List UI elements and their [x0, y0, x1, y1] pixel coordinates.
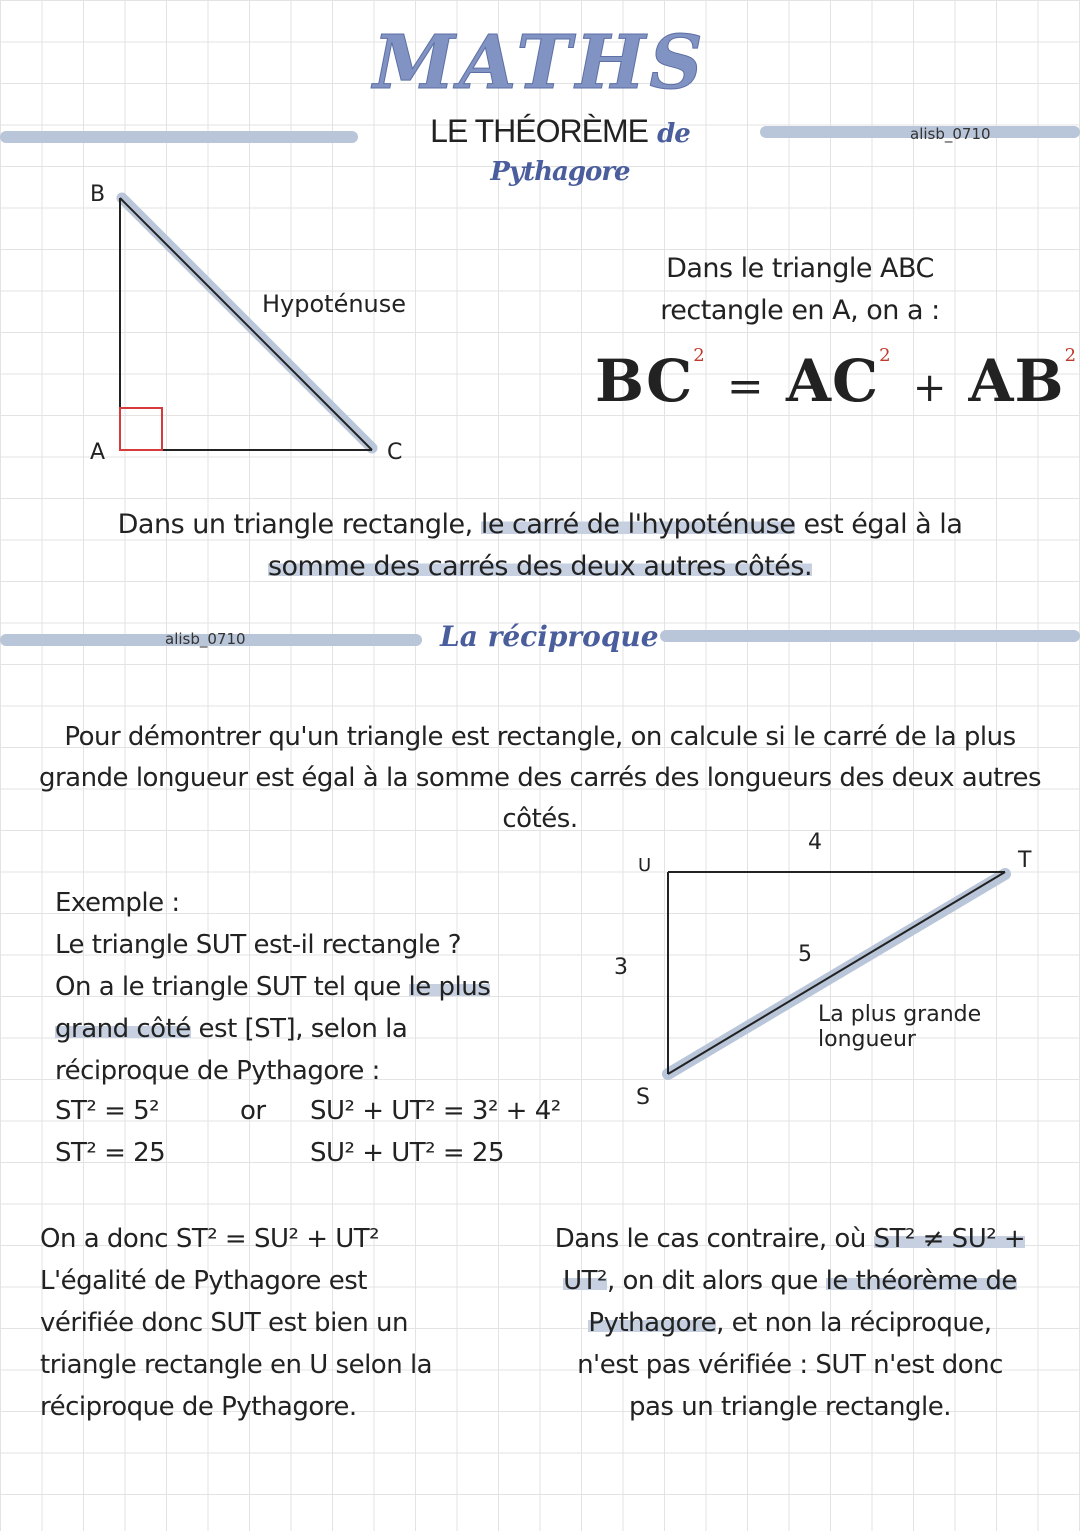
example-4a: grand côté [55, 1014, 191, 1044]
conclusion-left-3: vérifiée donc SUT est bien un [40, 1308, 408, 1338]
conclusion-left-1: On a donc ST² = SU² + UT² [40, 1224, 380, 1254]
subtitle [360, 112, 760, 188]
example-3a: On a le triangle SUT tel que [55, 972, 409, 1002]
label-ut-length: 4 [808, 830, 822, 855]
header-bar-left [0, 131, 358, 143]
section-bar-right [660, 630, 1080, 642]
definition-1b: le carré de l'hypoténuse [480, 509, 796, 540]
conclusion-right-2 [540, 1260, 1040, 1302]
definition-line-2 [0, 546, 1080, 588]
author-tag-section: alisb_0710 [165, 630, 246, 648]
conclusion-left-4: triangle rectangle en U selon la [40, 1350, 433, 1380]
page-title: MATHS [373, 20, 707, 106]
example-line-2: Le triangle SUT est-il rectangle ? [55, 930, 462, 960]
statement-line-1: Dans le triangle ABC [666, 253, 934, 284]
calc-right-1: SU² + UT² = 3² + 4² [310, 1096, 561, 1126]
label-c: C [387, 440, 403, 465]
example-4b: est [ST], selon la [190, 1014, 408, 1044]
triangle-abc-figure [80, 180, 420, 480]
conclusion-right-5: pas un triangle rectangle. [629, 1392, 951, 1422]
conclusion-right-3a: Pythagore [588, 1308, 717, 1338]
conclusion-right-1a: Dans le cas contraire, où [554, 1224, 874, 1254]
conclusion-right-2b: , on dit alors que [606, 1266, 826, 1296]
conclusion-right-3 [540, 1302, 1040, 1344]
calc-or: or [240, 1096, 266, 1126]
calc-left-1: ST² = 5² [55, 1096, 160, 1126]
conclusion-right-1 [540, 1218, 1040, 1260]
example-line-5: réciproque de Pythagore : [55, 1056, 380, 1086]
label-hypotenuse: Hypoténuse [262, 290, 407, 318]
conclusion-left-5: réciproque de Pythagore. [40, 1392, 357, 1422]
label-b: B [90, 182, 106, 207]
subtitle-prefix: LE THÉORÈME [430, 113, 648, 149]
label-longest-side: La plus grande longueur [818, 1002, 982, 1052]
conclusion-right-1b: ST² ≠ SU² + [873, 1224, 1026, 1254]
author-tag-top: alisb_0710 [910, 125, 991, 143]
conclusion-left-2: L'égalité de Pythagore est [40, 1266, 367, 1296]
statement-line-2: rectangle en A, on a : [660, 295, 940, 326]
formula-sq-1: 2 [693, 345, 706, 366]
formula-plus: + [912, 365, 948, 411]
formula-sq-2: 2 [879, 345, 892, 366]
label-t: T [1018, 848, 1032, 873]
hyp-highlight [122, 198, 372, 448]
example-line-1: Exemple : [55, 888, 180, 918]
calc-right-2: SU² + UT² = 25 [310, 1138, 505, 1168]
formula-bc: BC [595, 347, 694, 415]
label-us-length: 3 [614, 955, 628, 980]
side-bc [120, 198, 372, 450]
pythagoras-formula [595, 345, 1077, 415]
label-st-length: 5 [798, 942, 812, 967]
reciprocal-intro-2: grande longueur est égal à la somme des carrés des longueurs des deux autres [38, 763, 1042, 793]
conclusion-left [40, 1218, 432, 1428]
definition-1a: Dans un triangle rectangle, [117, 509, 481, 540]
label-u: U [638, 855, 652, 876]
conclusion-right [540, 1218, 1040, 1428]
conclusion-right-3b: , et non la réciproque, [716, 1308, 992, 1338]
reciprocal-intro-3: côtés. [502, 804, 578, 834]
calc-left-2: ST² = 25 [55, 1138, 166, 1168]
formula-ac: AC [786, 347, 880, 415]
label-a: A [90, 440, 106, 465]
example-3b: le plus [408, 972, 491, 1002]
right-angle-marker [120, 408, 162, 450]
definition-2: somme des carrés des deux autres côtés. [267, 551, 813, 582]
definition-1c: est égal à la [795, 509, 963, 540]
reciprocal-intro-1: Pour démontrer qu'un triangle est rectangle, on calcule si le carré de la plus [64, 722, 1016, 752]
example-line-4 [55, 1008, 490, 1050]
formula-eq: = [726, 361, 765, 412]
conclusion-right-4: n'est pas vérifiée : SUT n'est donc [577, 1350, 1003, 1380]
formula-ab: AB [968, 347, 1065, 415]
label-s: S [636, 1085, 650, 1110]
conclusion-right-2a: UT² [563, 1266, 607, 1296]
triangle-sut-figure [650, 860, 1020, 1090]
subtitle-script: de Pythagore [490, 119, 690, 187]
formula-sq-3: 2 [1064, 345, 1078, 366]
section-title-reciprocal: La réciproque [440, 620, 659, 653]
example-block [55, 882, 490, 1092]
conclusion-right-2c: le théorème de [825, 1266, 1017, 1296]
definition-line-1 [0, 504, 1080, 546]
example-line-3 [55, 966, 490, 1008]
